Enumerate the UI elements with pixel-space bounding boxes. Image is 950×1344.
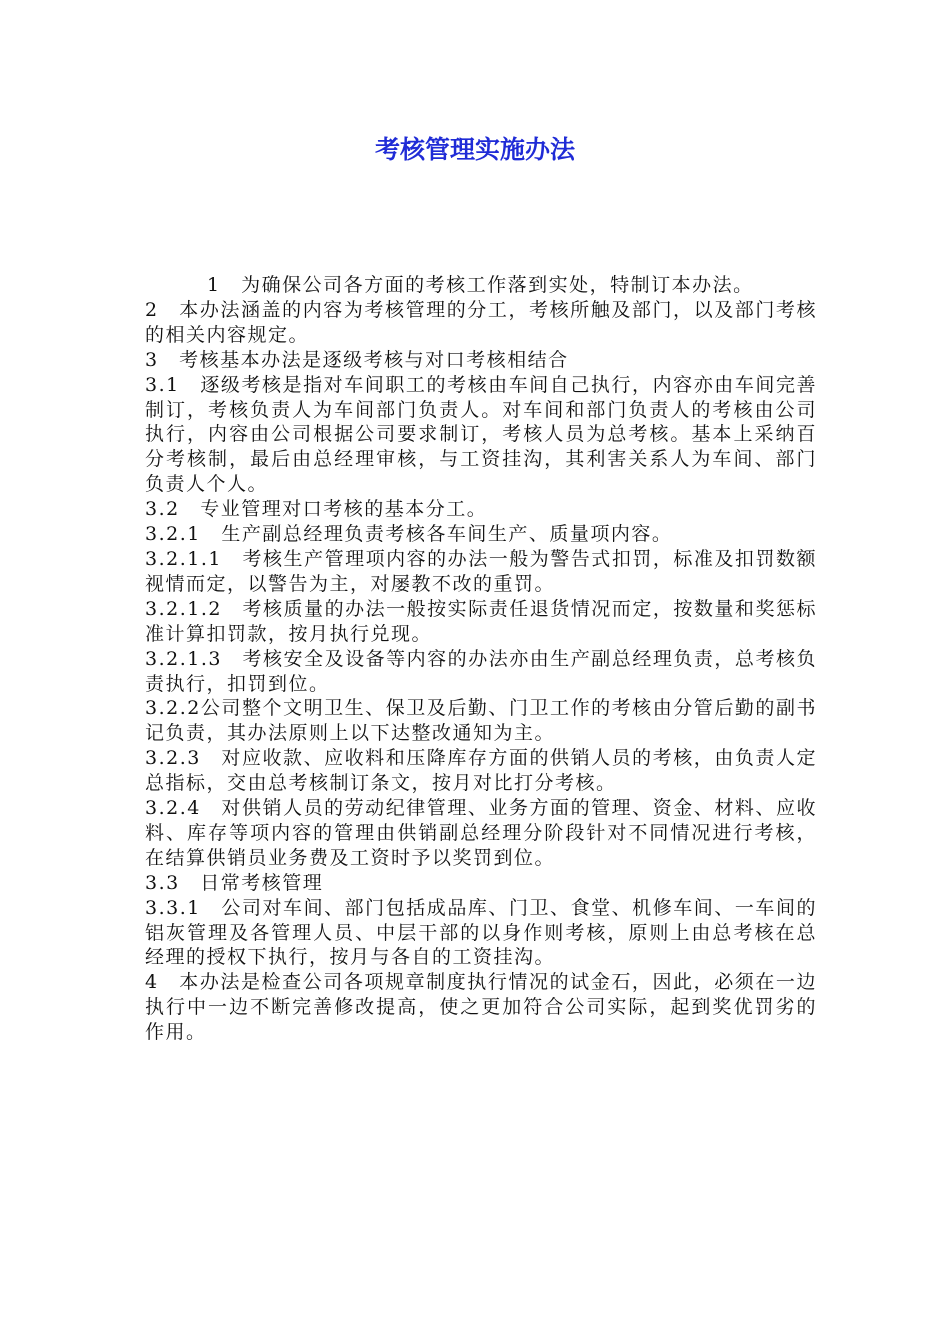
document-title: 考核管理实施办法 [374, 135, 575, 164]
paragraph-1: 1 为确保公司各方面的考核工作落到实处，特制订本办法。 [207, 274, 754, 296]
paragraph-3-3: 3.3 日常考核管理 [145, 871, 324, 894]
paragraph-3-2-1-2: 3.2.1.2 考核质量的办法一般按实际责任退货情况而定，按数量和奖惩标准计算扣罚款，按月执行兑现。 [145, 597, 817, 645]
paragraph-3-2-1-3: 3.2.1.3 考核安全及设备等内容的办法亦由生产副总经理负责，总考核负责执行，扣罚到位。 [145, 647, 817, 695]
paragraph-3: 3 考核基本办法是逐级考核与对口考核相结合 [145, 348, 569, 371]
paragraph-3-2-4: 3.2.4 对供销人员的劳动纪律管理、业务方面的管理、资金、材料、应收料、库存等项内容的管理由供销副总经理分阶段针对不同情况进行考核，在结算供销员业务费及工资时予以奖罚到位。 [145, 797, 817, 869]
paragraph-3-2-2: 3.2.2公司整个文明卫生、保卫及后勤、门卫工作的考核由分管后勤的副书记负责，其办法原则上以下达整改通知为主。 [145, 697, 817, 745]
paragraph-3-2-1: 3.2.1 生产副总经理负责考核各车间生产、质量项内容。 [145, 523, 673, 546]
paragraph-3-3-1: 3.3.1 公司对车间、部门包括成品库、门卫、食堂、机修车间、一车间的铝灰管理及各管理人员、中层干部的以身作则考核，原则上由总考核在总经理的授权下执行，按月与各自的工资挂沟。 [145, 896, 817, 969]
document-body [145, 273, 817, 1045]
paragraph-2: 2 本办法涵盖的内容为考核管理的分工，考核所触及部门，以及部门考核的相关内容规定。 [145, 298, 817, 346]
paragraph-3-2-3: 3.2.3 对应收款、应收料和压降库存方面的供销人员的考核，由负责人定总指标，交由总考核制订条文，按月对比打分考核。 [145, 747, 817, 795]
paragraph-3-2-1-1: 3.2.1.1 考核生产管理项内容的办法一般为警告式扣罚，标准及扣罚数额视情而定，以警告为主，对屡教不改的重罚。 [145, 547, 817, 595]
paragraph-3-2: 3.2 专业管理对口考核的基本分工。 [145, 498, 488, 521]
paragraph-4: 4 本办法是检查公司各项规章制度执行情况的试金石，因此，必须在一边执行中一边不断完善修改提高，使之更加符合公司实际，起到奖优罚劣的作用。 [145, 971, 817, 1044]
paragraph-3-1: 3.1 逐级考核是指对车间职工的考核由车间自己执行，内容亦由车间完善制订，考核负责人为车间部门负责人。对车间和部门负责人的考核由公司执行，内容由公司根据公司要求制订，考核人员为总考核。基本上采纳百分考核制，最后由总经理审核，与工资挂沟，其利害关系人为车间、部门负责人个人。 [145, 373, 817, 496]
